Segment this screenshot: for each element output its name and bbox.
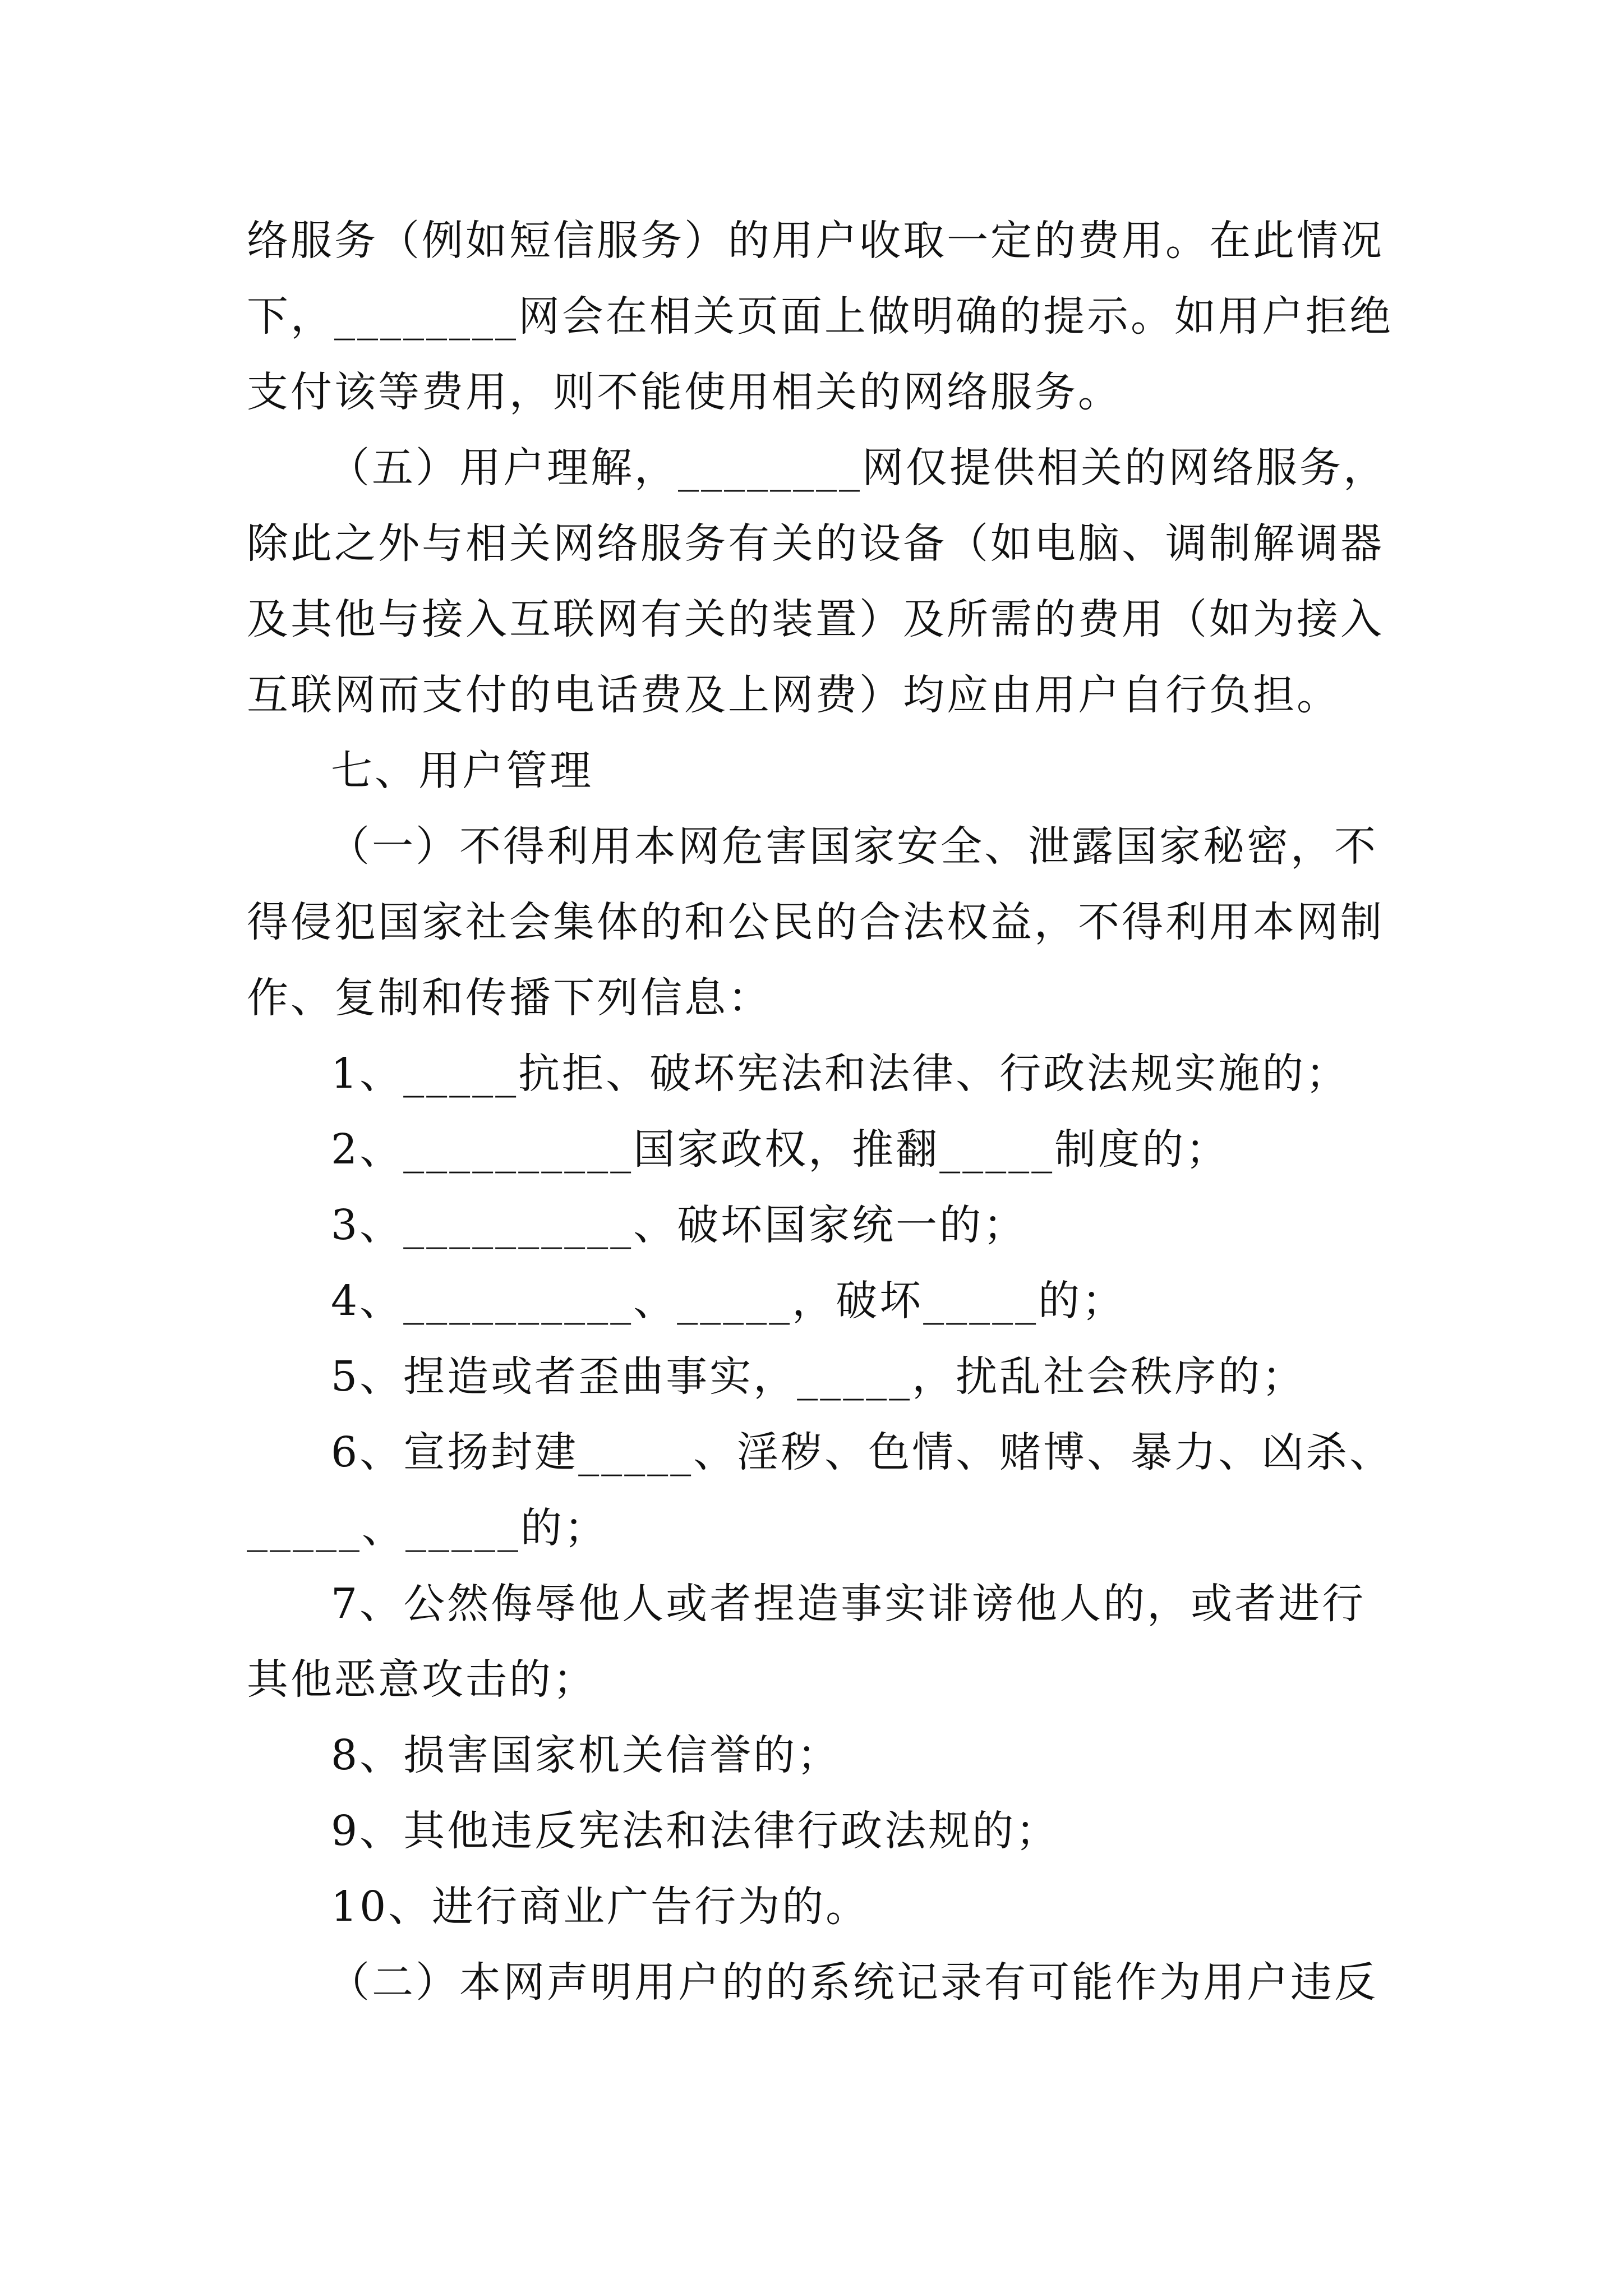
text-line: （五）用户理解，________网仅提供相关的网络服务， [328, 444, 1387, 492]
text-line: 支付该等费用，则不能使用相关的网络服务。 [247, 368, 1122, 416]
text-line: 作、复制和传播下列信息： [247, 974, 772, 1022]
text-line: 其他恶意攻击的； [247, 1655, 597, 1704]
text-line: _____、_____的； [247, 1504, 608, 1552]
list-item: 3、__________、破坏国家统一的； [331, 1201, 1027, 1249]
text-line: 得侵犯国家社会集体的和公民的合法权益，不得利用本网制 [247, 898, 1384, 946]
text-line: 及其他与接入互联网有关的装置）及所需的费用（如为接入 [247, 595, 1384, 643]
text-line: （一）不得利用本网危害国家安全、泄露国家秘密，不 [328, 822, 1378, 871]
text-line: 除此之外与相关网络服务有关的设备（如电脑、调制解调器 [247, 519, 1384, 568]
text-line: 络服务（例如短信服务）的用户收取一定的费用。在此情况 [247, 217, 1384, 265]
list-item: 8、损害国家机关信誉的； [331, 1731, 841, 1779]
text-line: 互联网而支付的电话费及上网费）均应由用户自行负担。 [247, 671, 1340, 719]
list-item: 4、__________、_____，破坏_____的； [331, 1277, 1126, 1325]
list-item: 2、__________国家政权，推翻_____制度的； [331, 1125, 1230, 1174]
list-item: 1、_____抗拒、破坏宪法和法律、行政法规实施的； [331, 1050, 1350, 1098]
text-line: 下，________网会在相关页面上做明确的提示。如用户拒绝 [247, 292, 1393, 341]
list-item: 5、捏造或者歪曲事实，_____，扰乱社会秩序的； [331, 1352, 1306, 1401]
text-line: （二）本网声明用户的的系统记录有可能作为用户违反 [328, 1958, 1378, 2007]
section-heading: 七、用户管理 [331, 747, 593, 795]
list-item: 6、宣扬封建_____、淫秽、色情、赌博、暴力、凶杀、 [331, 1428, 1394, 1476]
list-item: 10、进行商业广告行为的。 [331, 1883, 870, 1931]
list-item: 7、公然侮辱他人或者捏造事实诽谤他人的，或者进行 [331, 1580, 1366, 1628]
list-item: 9、其他违反宪法和法律行政法规的； [331, 1807, 1060, 1855]
